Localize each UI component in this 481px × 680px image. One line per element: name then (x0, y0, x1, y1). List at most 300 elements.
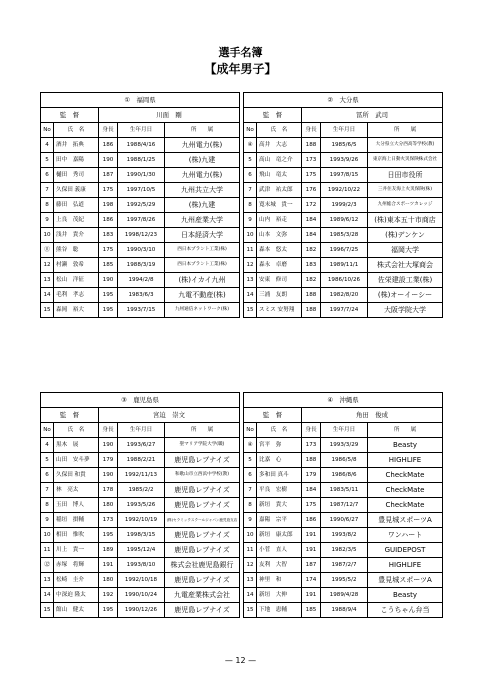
cell-affil: 日本経済大学 (165, 228, 240, 243)
cell-name: 林 亮太 (54, 483, 99, 498)
table-row (244, 153, 443, 168)
cell-height: 176 (302, 183, 321, 198)
coach-heading: 監 督 (244, 108, 302, 123)
cell-birth: 1990/3/10 (118, 243, 165, 258)
cell-no: 10 (244, 228, 257, 243)
cell-affil: 佐栄建設工業(株) (368, 273, 443, 288)
cell-affil: 九電不動産(株) (165, 288, 240, 303)
col-height: 身長 (302, 123, 321, 138)
cell-affil: 福岡大学 (368, 243, 443, 258)
table-row (244, 258, 443, 273)
cell-height: 179 (99, 453, 118, 468)
col-no: No (244, 423, 257, 438)
cell-name: 高山 竜之介 (257, 153, 302, 168)
table-row (41, 438, 240, 453)
cell-name: 新垣 貴大 (257, 498, 302, 513)
cell-name: 松山 洋征 (54, 273, 99, 288)
cell-height: 190 (99, 438, 118, 453)
cell-affil: 九州電力(株) (165, 168, 240, 183)
table-row (41, 468, 240, 483)
cell-height: 191 (99, 558, 118, 573)
cell-name: 下地 恵輔 (257, 603, 302, 618)
table-row (41, 453, 240, 468)
cell-affil: 九州産業大学 (165, 213, 240, 228)
cell-no: 7 (244, 183, 257, 198)
table-row (41, 498, 240, 513)
table-row (244, 588, 443, 603)
cell-height: 183 (99, 228, 118, 243)
cell-affil: HIGHLIFE (368, 558, 443, 573)
table-row (244, 243, 443, 258)
cell-name: 新垣 康太郎 (257, 528, 302, 543)
cell-no: 8 (41, 498, 54, 513)
cell-height: 191 (302, 543, 321, 558)
cell-name: 田中 嘉陽 (54, 153, 99, 168)
cell-birth: 1986/5/8 (321, 453, 368, 468)
cell-affil: (株)デンケン (368, 228, 443, 243)
cell-height: 188 (302, 303, 321, 318)
cell-height: 191 (302, 588, 321, 603)
cell-birth: 1997/8/26 (118, 213, 165, 228)
cell-name: 多和田 真斗 (257, 468, 302, 483)
cell-affil: 株式会社鹿児島銀行 (165, 558, 240, 573)
cell-name: 高井 大志 (257, 138, 302, 153)
cell-height: 190 (99, 153, 118, 168)
cell-height: 184 (302, 213, 321, 228)
cell-name: 山内 裕走 (257, 213, 302, 228)
cell-affil: 九州通信ネットワーク(株) (165, 303, 240, 318)
cell-affil: 西日本プラント工業(株) (165, 243, 240, 258)
cell-height: 183 (302, 258, 321, 273)
table-row (41, 603, 240, 618)
cell-name: 森本 悠太 (257, 243, 302, 258)
cell-name: 友利 大智 (257, 558, 302, 573)
cell-birth: 1985/6/5 (321, 138, 368, 153)
cell-birth: 1999/2/3 (321, 198, 368, 213)
cell-no: 6 (244, 168, 257, 183)
cell-name: 中深迫 隆太 (54, 588, 99, 603)
cell-birth: 1997/7/24 (321, 303, 368, 318)
cell-affil: HIGHLIFE (368, 453, 443, 468)
cell-birth: 1993/3/29 (321, 438, 368, 453)
cell-name: 稲垣 損輔 (54, 513, 99, 528)
cell-birth: 1997/10/5 (118, 183, 165, 198)
coach-heading: 監 督 (41, 408, 99, 423)
table-row (41, 543, 240, 558)
cell-height: 186 (99, 213, 118, 228)
col-no: No (41, 123, 54, 138)
cell-height: 187 (302, 558, 321, 573)
cell-no: 13 (244, 273, 257, 288)
table-row (41, 558, 240, 573)
cell-birth: 1990/10/24 (118, 588, 165, 603)
cell-no: ④ (244, 438, 257, 453)
table-row (41, 228, 240, 243)
col-birth: 生年月日 (321, 423, 368, 438)
cell-no: ④ (244, 138, 257, 153)
table-row (244, 453, 443, 468)
cell-no: 10 (244, 528, 257, 543)
cell-name: 村瀬 敦希 (54, 258, 99, 273)
cell-birth: 1988/3/19 (118, 258, 165, 273)
cell-affil: 豊見城スポーツA (368, 573, 443, 588)
cell-height: 188 (302, 138, 321, 153)
cell-no: 9 (244, 513, 257, 528)
cell-height: 180 (99, 573, 118, 588)
cell-height: 179 (302, 468, 321, 483)
table-row (244, 558, 443, 573)
table-row (244, 168, 443, 183)
col-no: No (244, 123, 257, 138)
cell-affil: 聖マリア学院大学(職) (165, 438, 240, 453)
table-row (244, 543, 443, 558)
cell-name: 黒木 展 (54, 438, 99, 453)
cell-birth: 1988/9/4 (321, 603, 368, 618)
table-row (41, 243, 240, 258)
cell-birth: 1993/8/10 (118, 558, 165, 573)
cell-no: 14 (244, 588, 257, 603)
cell-name: スミス 安努翔 (257, 303, 302, 318)
col-affil: 所 属 (165, 123, 240, 138)
cell-birth: 1983/6/3 (118, 288, 165, 303)
col-height: 身長 (302, 423, 321, 438)
cell-affil: 西日本プラント工業(株) (165, 258, 240, 273)
cell-affil: 九州電力(株) (165, 138, 240, 153)
cell-birth: 1992/5/29 (118, 198, 165, 213)
cell-name: 宮平 弥 (257, 438, 302, 453)
cell-no: 11 (41, 543, 54, 558)
cell-affil: 大阪学院大学 (368, 303, 443, 318)
cell-no: 6 (41, 468, 54, 483)
col-name: 氏 名 (257, 123, 302, 138)
cell-name: 森永 卓磨 (257, 258, 302, 273)
cell-no: 8 (41, 198, 54, 213)
cell-no: 11 (244, 543, 257, 558)
cell-no: 8 (244, 498, 257, 513)
cell-no: 14 (41, 288, 54, 303)
table-row (244, 513, 443, 528)
table-row (41, 513, 240, 528)
cell-name: 藤田 弘道 (54, 198, 99, 213)
cell-birth: 1995/12/4 (118, 543, 165, 558)
cell-name: 三浦 友朗 (257, 288, 302, 303)
cell-height: 195 (99, 303, 118, 318)
cell-birth: 1992/10/18 (118, 573, 165, 588)
cell-no: 5 (41, 453, 54, 468)
table-row (244, 468, 443, 483)
col-height: 身長 (99, 423, 118, 438)
cell-height: 173 (302, 153, 321, 168)
cell-height: 182 (302, 273, 321, 288)
col-name: 氏 名 (257, 423, 302, 438)
cell-height: 184 (302, 228, 321, 243)
table-row (244, 228, 443, 243)
cell-affil: 三井住友海上火災保険(株) (368, 183, 443, 198)
cell-height: 188 (302, 453, 321, 468)
team-label: ① 福岡県 (41, 93, 240, 108)
table-row (41, 183, 240, 198)
cell-birth: 1998/3/15 (118, 528, 165, 543)
col-no: No (41, 423, 54, 438)
table-row (244, 498, 443, 513)
cell-birth: 1988/4/16 (118, 138, 165, 153)
cell-affil: CheckMate (368, 468, 443, 483)
cell-name: 相田 惟吹 (54, 528, 99, 543)
cell-no: 10 (41, 228, 54, 243)
cell-no: ⑫ (41, 558, 54, 573)
col-birth: 生年月日 (321, 123, 368, 138)
cell-affil: 九州共立大学 (165, 183, 240, 198)
cell-affil: GUIDEPOST (368, 543, 443, 558)
cell-affil: 日田市役所 (368, 168, 443, 183)
cell-no: 12 (244, 258, 257, 273)
cell-height: 190 (99, 468, 118, 483)
cell-no: 7 (41, 483, 54, 498)
col-affil: 所 属 (368, 123, 443, 138)
document-subtitle: 【成年男子】 (204, 62, 277, 76)
cell-affil: 九電産業株式会社 (165, 588, 240, 603)
team-label: ④ 沖縄県 (244, 393, 443, 408)
table-row (244, 528, 443, 543)
cell-affil: 鹿児島レブナイズ (165, 573, 240, 588)
table-row (41, 138, 240, 153)
cell-name: 安東 修司 (257, 273, 302, 288)
cell-no: 7 (244, 483, 257, 498)
table-row (244, 603, 443, 618)
cell-no: 4 (41, 438, 54, 453)
cell-name: 館山 健太 (54, 603, 99, 618)
cell-birth: 1990/12/26 (118, 603, 165, 618)
cell-birth: 1985/3/28 (321, 228, 368, 243)
cell-affil: (株)イカイ九州 (165, 273, 240, 288)
cell-name: 山本 文弥 (257, 228, 302, 243)
cell-no: 13 (41, 273, 54, 288)
cell-height: 190 (99, 273, 118, 288)
cell-no: 9 (41, 513, 54, 528)
coach-heading: 監 督 (41, 108, 99, 123)
cell-name: 神里 和 (257, 573, 302, 588)
team-panel-fukuoka (40, 92, 239, 318)
cell-no: 14 (41, 588, 54, 603)
cell-height: 178 (99, 483, 118, 498)
cell-height: 184 (302, 483, 321, 498)
table-row (41, 258, 240, 273)
cell-name: 比嘉 心 (257, 453, 302, 468)
cell-name: 久保田 義康 (54, 183, 99, 198)
cell-name: 久保田 和貴 (54, 468, 99, 483)
cell-affil: (株)九建 (165, 153, 240, 168)
cell-height: 186 (99, 138, 118, 153)
cell-no: 10 (41, 528, 54, 543)
cell-birth: 1993/6/27 (118, 438, 165, 453)
team-label: ② 大分県 (244, 93, 443, 108)
cell-name: 森岡 裕大 (54, 303, 99, 318)
cell-name: 樋田 秀司 (54, 168, 99, 183)
cell-affil: Beasty (368, 438, 443, 453)
cell-height: 182 (302, 243, 321, 258)
table-row (41, 288, 240, 303)
cell-birth: 1987/2/7 (321, 558, 368, 573)
cell-affil: 大分県立大分西高等学校(教) (368, 138, 443, 153)
cell-no: 12 (244, 558, 257, 573)
cell-name: 川上 貴一 (54, 543, 99, 558)
col-height: 身長 (99, 123, 118, 138)
cell-height: 185 (99, 258, 118, 273)
col-affil: 所 属 (368, 423, 443, 438)
cell-no: 11 (244, 243, 257, 258)
team-label: ③ 鹿児島県 (41, 393, 240, 408)
cell-affil: ワンハート (368, 528, 443, 543)
table-row (41, 588, 240, 603)
table-row (41, 213, 240, 228)
cell-height: 180 (99, 498, 118, 513)
page-number: — 12 — (224, 656, 257, 665)
cell-no: 4 (41, 138, 54, 153)
cell-height: 195 (99, 603, 118, 618)
coach-name: 冨所 武司 (302, 108, 443, 123)
cell-affil: CheckMate (368, 483, 443, 498)
table-row (41, 573, 240, 588)
roster-table (243, 92, 443, 318)
coach-name: 角田 俊成 (302, 408, 443, 423)
cell-birth: 1986/10/26 (321, 273, 368, 288)
cell-affil: こうちゃん弁当 (368, 603, 443, 618)
table-row (244, 288, 443, 303)
cell-height: 195 (99, 528, 118, 543)
coach-name: 川面 剛 (99, 108, 240, 123)
cell-affil: (株)九建 (165, 198, 240, 213)
cell-birth: 1998/12/23 (118, 228, 165, 243)
cell-birth: 1983/5/11 (321, 483, 368, 498)
cell-name: 上良 茂紀 (54, 213, 99, 228)
cell-no: 14 (244, 288, 257, 303)
cell-name: 武津 祐太郎 (257, 183, 302, 198)
cell-name: 飛山 竜太 (257, 168, 302, 183)
table-row (41, 168, 240, 183)
cell-birth: 1990/1/30 (118, 168, 165, 183)
table-row (41, 153, 240, 168)
cell-name: 寛末城 貴一 (257, 198, 302, 213)
table-row (244, 303, 443, 318)
table-row (244, 438, 443, 453)
cell-no: 9 (244, 213, 257, 228)
cell-birth: 1995/5/2 (321, 573, 368, 588)
table-row (244, 198, 443, 213)
cell-affil: 鹿児島レブナイズ (165, 603, 240, 618)
coach-heading: 監 督 (244, 408, 302, 423)
cell-affil: 鹿児島レブナイズ (165, 543, 240, 558)
cell-name: 浅井 貴介 (54, 228, 99, 243)
table-row (41, 273, 240, 288)
table-row (244, 273, 443, 288)
team-panel-oita (243, 92, 442, 318)
cell-affil: (株)セラミックスクールジャパン鹿児島支店 (165, 513, 240, 528)
cell-name: 毛利 孝志 (54, 288, 99, 303)
cell-height: 175 (99, 243, 118, 258)
cell-affil: 鹿児島レブナイズ (165, 483, 240, 498)
cell-height: 191 (302, 528, 321, 543)
cell-birth: 1987/12/7 (321, 498, 368, 513)
cell-no: 5 (244, 153, 257, 168)
cell-height: 173 (302, 438, 321, 453)
table-row (244, 483, 443, 498)
cell-affil: 鹿児島レブナイズ (165, 453, 240, 468)
table-row (244, 573, 443, 588)
cell-birth: 1989/6/12 (321, 213, 368, 228)
cell-name: 松崎 圭介 (54, 573, 99, 588)
cell-birth: 1988/2/21 (118, 453, 165, 468)
roster-table (40, 92, 240, 318)
cell-birth: 1993/9/26 (321, 153, 368, 168)
cell-name: 玉田 博人 (54, 498, 99, 513)
cell-affil: Beasty (368, 588, 443, 603)
cell-height: 185 (302, 603, 321, 618)
cell-name: 赤塚 将輝 (54, 558, 99, 573)
cell-affil: 鹿児島レブナイズ (165, 498, 240, 513)
cell-affil: 株式会社大塚商会 (368, 258, 443, 273)
cell-birth: 1992/10/19 (118, 513, 165, 528)
cell-height: 195 (99, 288, 118, 303)
cell-height: 174 (302, 573, 321, 588)
cell-birth: 1994/2/8 (118, 273, 165, 288)
cell-no: 8 (244, 198, 257, 213)
roster-table (40, 392, 240, 618)
cell-affil: 和歌山市立西浜中学校(教) (165, 468, 240, 483)
cell-birth: 1989/4/28 (321, 588, 368, 603)
cell-height: 186 (302, 513, 321, 528)
cell-name: 小菅 直人 (257, 543, 302, 558)
cell-name: 山田 安斗夢 (54, 453, 99, 468)
cell-no: 15 (41, 303, 54, 318)
cell-height: 198 (99, 198, 118, 213)
cell-name: 新垣 大伸 (257, 588, 302, 603)
cell-no: 15 (244, 303, 257, 318)
cell-birth: 1997/8/15 (321, 168, 368, 183)
team-panel-okinawa (243, 392, 442, 618)
table-row (41, 198, 240, 213)
cell-birth: 1993/7/15 (118, 303, 165, 318)
cell-name: 平良 宏樹 (257, 483, 302, 498)
table-row (244, 213, 443, 228)
col-affil: 所 属 (165, 423, 240, 438)
table-row (41, 483, 240, 498)
cell-birth: 1986/8/6 (321, 468, 368, 483)
cell-birth: 1985/2/2 (118, 483, 165, 498)
cell-no: 6 (41, 168, 54, 183)
cell-height: 175 (302, 498, 321, 513)
cell-no: 13 (244, 573, 257, 588)
col-name: 氏 名 (54, 423, 99, 438)
cell-no: 12 (41, 258, 54, 273)
cell-height: 188 (302, 288, 321, 303)
cell-affil: (株)東本五十市商店 (368, 213, 443, 228)
roster-table (243, 392, 443, 618)
cell-no: 5 (41, 153, 54, 168)
col-birth: 生年月日 (118, 123, 165, 138)
cell-affil: 豊見城スポーツA (368, 513, 443, 528)
coach-name: 宮迫 崇文 (99, 408, 240, 423)
table-row (41, 303, 240, 318)
cell-birth: 1992/10/22 (321, 183, 368, 198)
cell-no: 7 (41, 183, 54, 198)
cell-birth: 1990/6/27 (321, 513, 368, 528)
cell-birth: 1988/1/25 (118, 153, 165, 168)
cell-birth: 1992/11/13 (118, 468, 165, 483)
cell-affil: 東京海上日動火災保険株式会社 (368, 153, 443, 168)
cell-affil: (株)オーイーシー (368, 288, 443, 303)
cell-name: 嘉陽 宗平 (257, 513, 302, 528)
cell-no: 13 (41, 573, 54, 588)
